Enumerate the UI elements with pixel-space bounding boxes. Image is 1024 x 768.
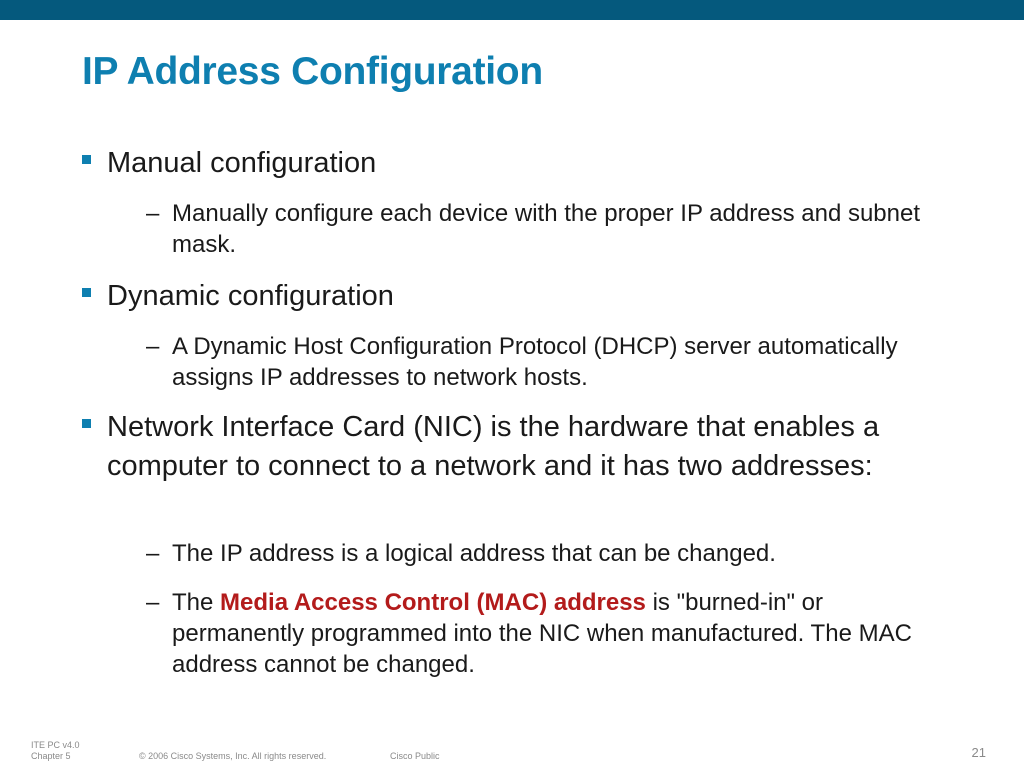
footer-chapter: Chapter 5 (31, 751, 71, 761)
footer-classification: Cisco Public (390, 751, 440, 761)
top-banner (0, 0, 1024, 20)
square-bullet-icon (82, 155, 91, 164)
sub-bullet-text: A Dynamic Host Configuration Protocol (DHCP) server automatically assigns IP addresses to network hosts. (172, 333, 898, 391)
dash-marker: – (146, 540, 160, 567)
dash-marker: – (146, 589, 160, 616)
page-number: 21 (971, 745, 986, 760)
mac-prefix-text: The (172, 589, 221, 616)
dash-marker: – (146, 333, 160, 360)
slide-title: IP Address Configuration (82, 50, 543, 93)
mac-suffix-text: is "burned-in" or permanently programmed into the NIC when manufactured. The MAC address cannot be changed. (172, 589, 912, 678)
sub-bullet-text (172, 587, 942, 680)
mac-highlight-term: Media Access Control (MAC) address (220, 589, 646, 616)
square-bullet-icon (82, 288, 91, 297)
square-bullet-icon (82, 419, 91, 428)
dash-marker: – (146, 200, 160, 227)
footer-course: ITE PC v4.0 (31, 740, 80, 750)
bullet-text: Dynamic configuration (107, 280, 394, 312)
bullet-text: Network Interface Card (NIC) is the hardware that enables a computer to connect to a network and it has two addresses: (107, 411, 880, 482)
bullet-text: Manual configuration (107, 147, 377, 179)
footer-copyright: © 2006 Cisco Systems, Inc. All rights reserved. (139, 751, 327, 761)
sub-bullet-text: Manually configure each device with the proper IP address and subnet mask. (172, 200, 921, 258)
footer-course-info (31, 740, 80, 762)
sub-bullet-text: The IP address is a logical address that can be changed. (172, 540, 776, 567)
